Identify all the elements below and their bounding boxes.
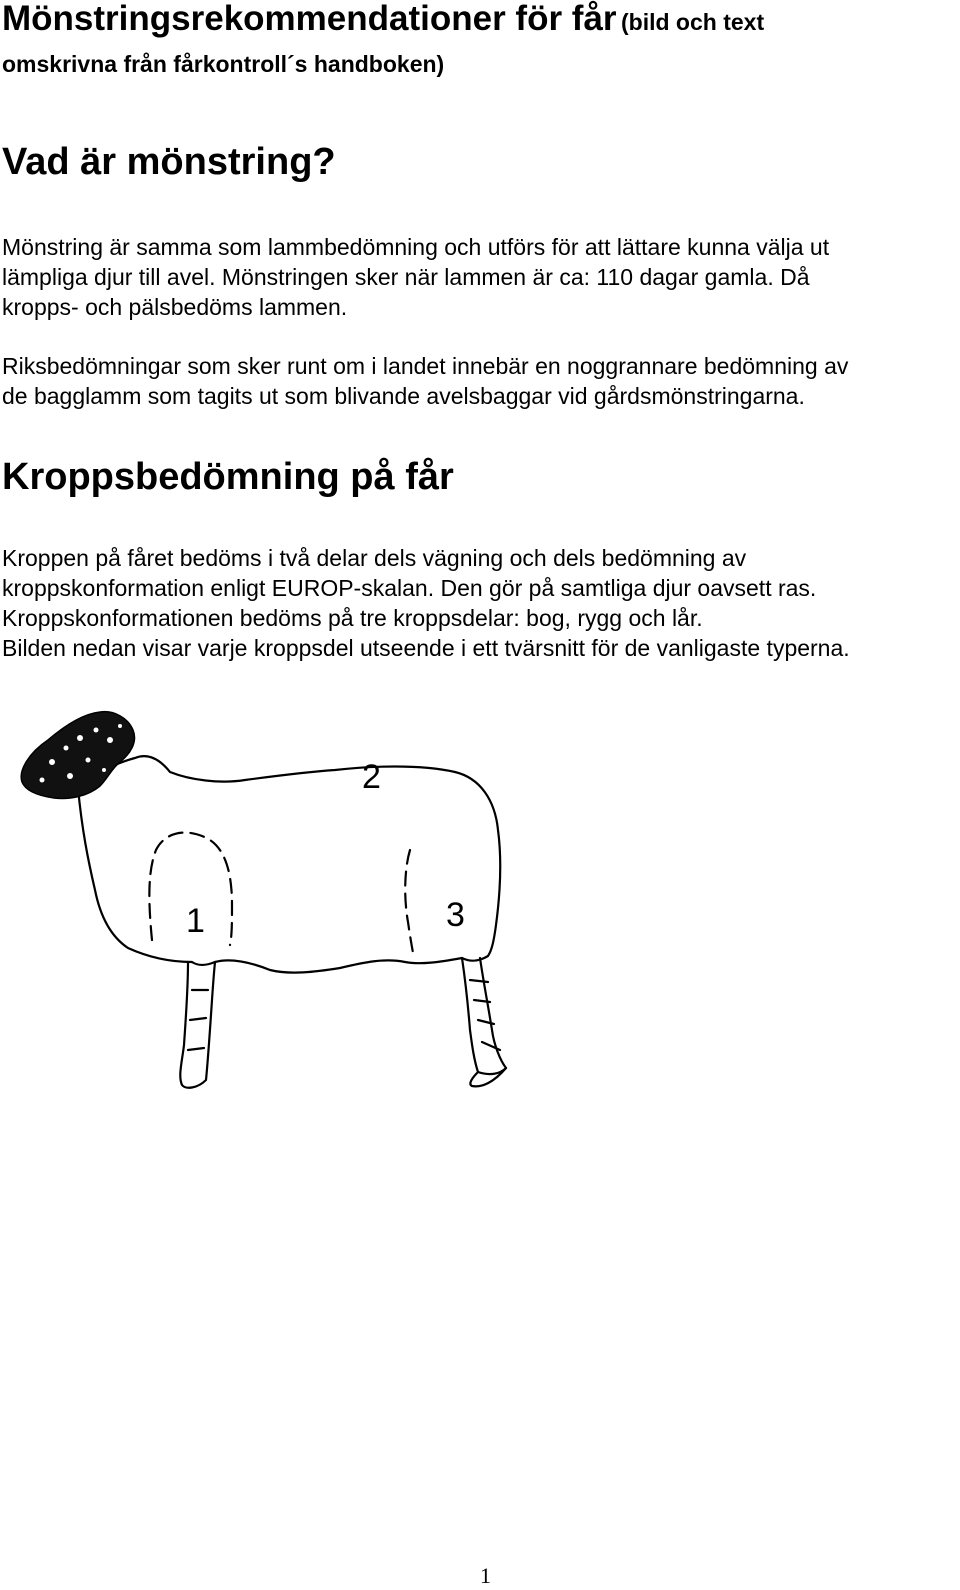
region-3-lar-outline	[405, 850, 414, 958]
paragraph-line: Kroppskonformationen bedöms på tre kroppsdelar: bog, rygg och lår.	[2, 605, 703, 631]
sheep-hind-leg	[462, 958, 506, 1074]
sheep-body-parts-figure	[0, 700, 540, 1110]
figure-label-2: 2	[362, 758, 381, 796]
sheep-head	[21, 712, 134, 799]
sheep-front-leg-inner	[188, 990, 208, 1050]
paragraph-riksbedomningar	[2, 351, 958, 411]
paragraph-line: Kroppen på fåret bedöms i två delar dels vägning och dels bedömning av	[2, 545, 747, 571]
heading-kroppsbedomning: Kroppsbedömning på får	[2, 456, 454, 498]
page-number: 1	[480, 1563, 491, 1588]
figure-label-1: 1	[186, 902, 205, 940]
paragraph-line: de bagglamm som tagits ut som blivande avelsbaggar vid gårdsmönstringarna.	[2, 383, 805, 409]
title-note-line1: (bild och text	[621, 9, 765, 35]
title-main: Mönstringsrekommendationer för får	[2, 0, 617, 38]
paragraph-line: kroppskonformation enligt EUROP-skalan. Den gör på samtliga djur oavsett ras.	[2, 575, 817, 601]
paragraph-line: Riksbedömningar som sker runt om i landet innebär en noggrannare bedömning av	[2, 353, 849, 379]
paragraph-monstring-definition	[2, 232, 958, 322]
title-note-line2: omskrivna från fårkontroll´s handboken)	[2, 51, 445, 77]
document-title	[2, 0, 952, 87]
figure-label-3: 3	[446, 896, 465, 934]
paragraph-kroppsbedomning	[2, 543, 958, 663]
sheep-body-outline	[78, 756, 500, 972]
paragraph-line: Mönstring är samma som lammbedömning och utförs för att lättare kunna välja ut	[2, 234, 830, 260]
paragraph-line: lämpliga djur till avel. Mönstringen sker när lammen är ca: 110 dagar gamla. Då	[2, 264, 810, 290]
sheep-front-leg	[180, 962, 215, 1088]
paragraph-line: Bilden nedan visar varje kroppsdel utseende i ett tvärsnitt för de vanligaste typerna.	[2, 635, 850, 661]
paragraph-line: kropps- och pälsbedöms lammen.	[2, 294, 348, 320]
heading-vad-ar-monstring: Vad är mönstring?	[2, 141, 336, 183]
